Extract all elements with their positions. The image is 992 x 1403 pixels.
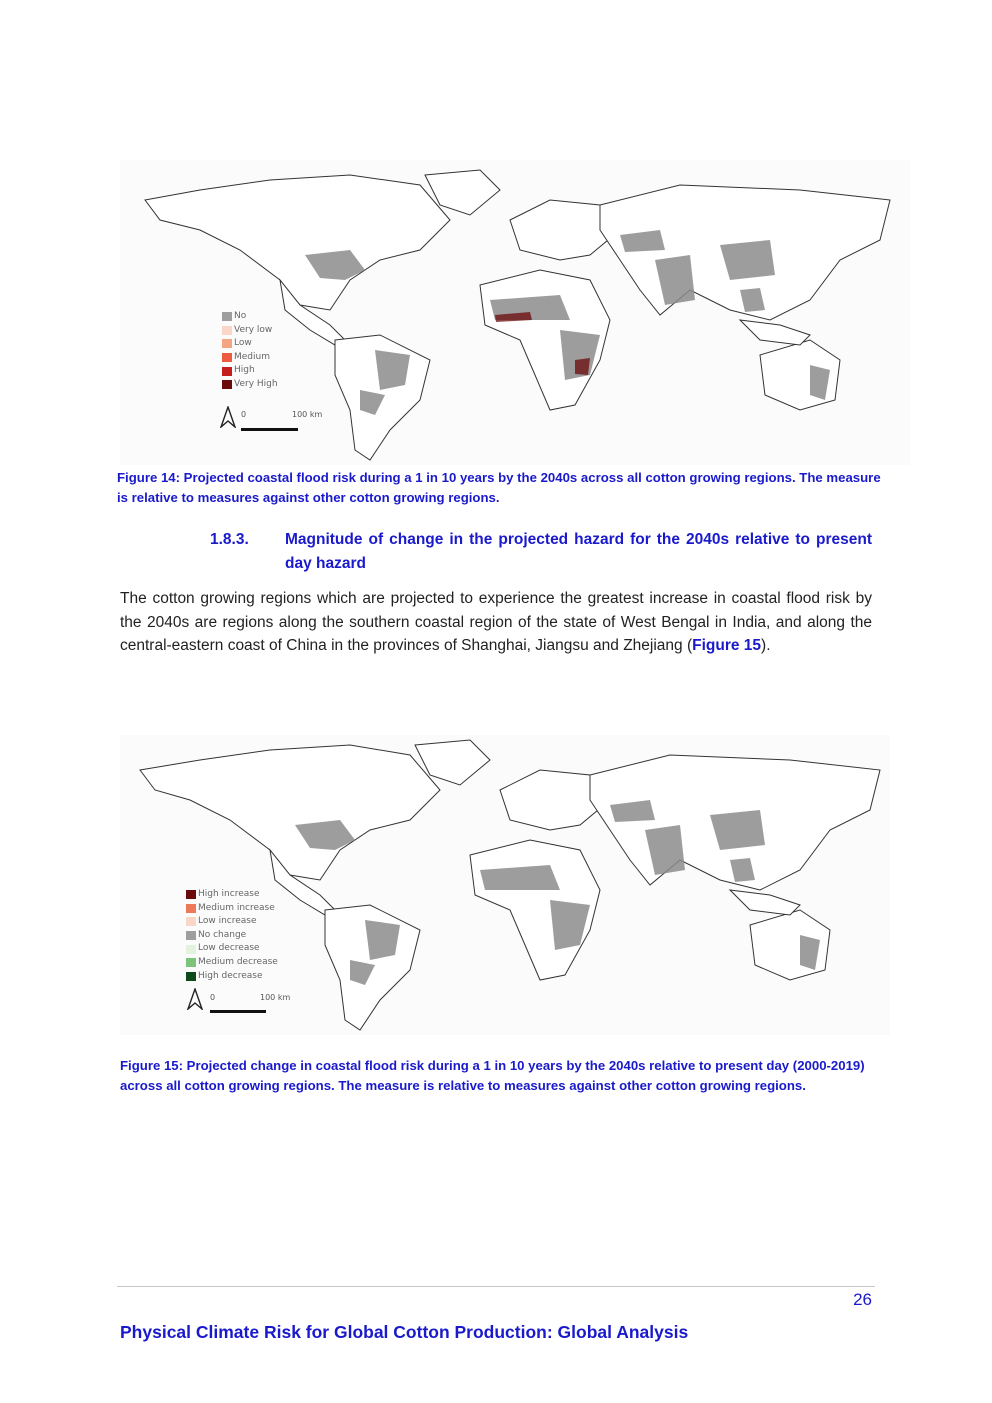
legend-swatch	[222, 339, 232, 348]
cotton-region-brazil	[365, 920, 400, 960]
legend-row	[222, 378, 278, 392]
figure-14-scale-zero: 0	[241, 410, 247, 419]
legend-row	[186, 915, 278, 929]
legend-label: Low	[234, 338, 252, 349]
footer-divider	[117, 1286, 875, 1287]
legend-swatch	[186, 904, 196, 913]
section-title: Magnitude of change in the projected hazard for the 2040s relative to present day hazard	[285, 531, 872, 572]
legend-row	[222, 364, 278, 378]
north-arrow-icon	[220, 406, 236, 428]
legend-row	[222, 351, 278, 365]
legend-swatch	[222, 367, 232, 376]
north-america	[145, 175, 450, 310]
section-number: 1.8.3.	[210, 531, 249, 548]
paragraph-text: The cotton growing regions which are projected to experience the greatest increase in coastal flood risk by the 2040s are regions along the southern coastal region of the state of West Bengal in India, and along the central-eastern coast of China in the provinces of Shanghai, Jiangsu and Zhejiang (	[120, 590, 872, 655]
legend-swatch	[186, 917, 196, 926]
legend-swatch	[186, 931, 196, 940]
north-america	[140, 745, 440, 880]
legend-swatch	[222, 312, 232, 321]
legend-swatch	[222, 326, 232, 335]
legend-row	[186, 970, 278, 984]
legend-row	[186, 888, 278, 902]
page-number: 26	[853, 1290, 872, 1309]
legend-label: High decrease	[198, 970, 263, 981]
cotton-region-brazil	[375, 350, 410, 390]
figure-14-legend	[222, 310, 278, 392]
legend-label: No change	[198, 929, 247, 940]
legend-row	[222, 337, 278, 351]
figure-15-scale-zero: 0	[210, 993, 216, 1002]
southeast-asia	[740, 320, 810, 345]
legend-row	[186, 902, 278, 916]
figure-14-caption: Figure 14: Projected coastal flood risk during a 1 in 10 years by the 2040s across all cotton growing regions. The measure is relative to measures against other cotton growing regions.	[117, 470, 881, 505]
figure-15-scale-bar	[210, 1010, 266, 1013]
figure-15-link[interactable]: Figure 15	[692, 637, 762, 655]
legend-label: Medium increase	[198, 902, 275, 913]
figure-14-scale-bar	[241, 428, 298, 431]
figure-14-scale-label: 100 km	[292, 410, 323, 419]
legend-row	[186, 929, 278, 943]
north-arrow-icon	[187, 988, 203, 1010]
cotton-region-east-africa	[550, 900, 590, 950]
risk-mozambique	[575, 358, 590, 375]
figure-15-legend	[186, 888, 278, 983]
legend-row	[186, 956, 278, 970]
figure-15-scale-label: 100 km	[260, 993, 291, 1002]
legend-label: Low decrease	[198, 943, 260, 954]
legend-row	[222, 310, 278, 324]
legend-label: High increase	[198, 889, 260, 899]
footer-title: Physical Climate Risk for Global Cotton Production: Global Analysis	[120, 1322, 689, 1342]
southeast-asia	[730, 890, 800, 915]
legend-label: Medium	[234, 351, 270, 362]
body-paragraph	[120, 587, 872, 658]
legend-label: High	[234, 365, 255, 376]
legend-label: Low increase	[198, 916, 257, 927]
legend-swatch	[186, 958, 196, 967]
world-map-outline	[120, 735, 890, 1035]
legend-label: Very High	[234, 378, 278, 389]
figure-15-caption: Figure 15: Projected change in coastal flood risk during a 1 in 10 years by the 2040s relative to present day (2000-2019) across all cotton growing regions. The measure is relative to measures against other cotton growing regions.	[120, 1058, 865, 1093]
legend-row	[186, 942, 278, 956]
figure-14-map	[120, 160, 910, 465]
paragraph-end: ).	[761, 637, 771, 655]
legend-label: Very low	[234, 324, 273, 335]
legend-swatch	[222, 380, 232, 389]
legend-row	[222, 324, 278, 338]
legend-swatch	[186, 890, 196, 899]
legend-swatch	[186, 972, 196, 981]
legend-swatch	[186, 945, 196, 954]
figure-15-map	[120, 735, 890, 1035]
legend-swatch	[222, 353, 232, 362]
legend-label: Medium decrease	[198, 956, 278, 967]
legend-label: No	[234, 311, 247, 321]
